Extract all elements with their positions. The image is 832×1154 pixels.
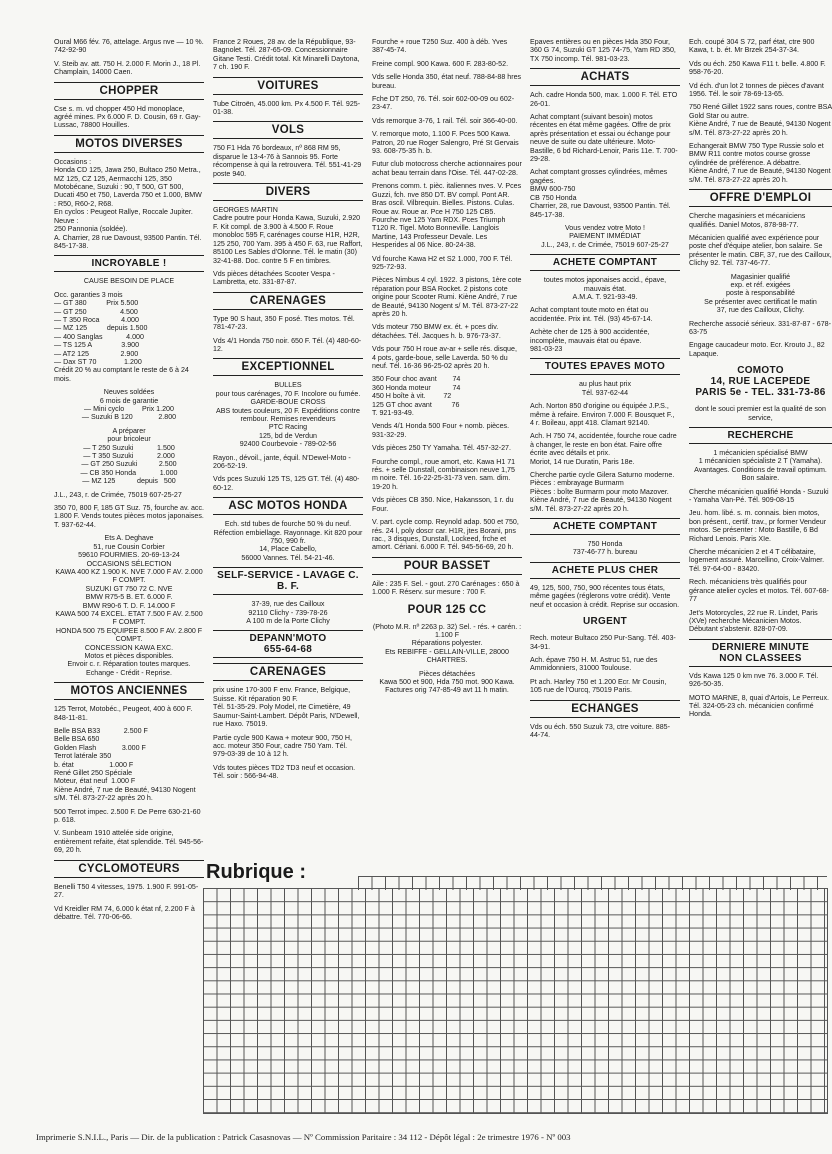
section-heading: OFFRE D'EMPLOI — [689, 189, 832, 207]
classified-ad: France 2 Roues, 28 av. de la République, 93-Bagnolet. Tél. 287-65-09. Concessionnaire Gitane Testi. Crédit total. Kit Minarelli Daytona, 7 ch. 190 F. — [213, 38, 362, 72]
classified-ad: Cherche mécanicien 2 et 4 T célibataire, logement assuré. Marcellino, Croix-Valmer. Tél. 97-64-00 - 83420. — [689, 548, 826, 573]
classified-ad: Ech. coupé 304 S 72, parf état, ctre 900 Kawa, t. b. ét. Mr Brzek 254-37-34. — [689, 38, 817, 55]
classified-ad: Benelli T50 4 vitesses, 1975. 1.900 F. 991-05-27. — [54, 882, 199, 900]
classified-ad: J.L., 243, r. de Crimée, 75019 607-25-27 — [54, 490, 182, 499]
classified-ad: Vds selle Honda 350, état neuf. 788-84-88 hres bureau. — [372, 73, 524, 90]
classified-ad: Vds toutes pièces TD2 TD3 neuf et occasion. Tél. soir : 566-94-48. — [213, 763, 356, 781]
section-heading: CYCLOMOTEURS — [54, 860, 204, 878]
classified-ad: 49, 125, 500, 750, 900 récentes tous états, même gagées (réglerons votre crédit). Vente neuf et occasion à crédit. Reprise sur occasion. — [530, 583, 680, 609]
section-heading: DERNIERE MINUTE NON CLASSEES — [689, 639, 832, 667]
column-2 — [213, 38, 363, 786]
classified-ad: Belle BSA B33 2.500 F Belle BSA 650 Golden Flash 3.000 F Terrot latérale 350 b. état 1.000 F René Gillet 250 Spéciale Moteur, état neuf 1.000 F Kiène André, 7 rue de Beauté, 94130 Nogent s/M. Tél. 873-27-22 après 20 h. — [54, 727, 196, 803]
classified-ad: Type 90 S haut, 350 F posé. Ttes motos. Tél. 781-47-23. — [213, 314, 357, 332]
rubrique-grid — [203, 888, 828, 1114]
classified-ad: Neuves soldées 6 mois de garantie — Mini cyclo Prix 1.200 — Suzuki B 120 2.800 — [81, 388, 177, 422]
classified-ad: Vds Kawa 125 0 km nve 76. 3.000 F. Tél. 926-50-35. — [689, 671, 821, 689]
classified-ad: Oural M66 fév. 76, attelage. Argus nve — 10 %. 742-92-90 — [54, 38, 206, 55]
classified-ad: V. Sunbeam 1910 attelée side origine, entièrement refaite, état splendide. Tél. 945-56-69, 20 h. — [54, 829, 204, 855]
rubrique-title: Rubrique : — [206, 861, 306, 883]
classified-ad: Ach. cadre Honda 500, max. 1.000 F. Tél. ETO 26-01. — [530, 91, 680, 108]
classified-ad: Vd Kreidler RM 74, 6.000 k état nf, 2.200 F à débattre. Tél. 770-06-66. — [54, 904, 197, 921]
classified-ad: 750 F1 Hda 76 bordeaux, nº 868 RM 95, disparue le 13-4-76 à Sannois 95. Forte récompense à qui la retrouvera. Tél. 551-41-29 poste 940. — [213, 144, 364, 178]
section-heading: ACHETE PLUS CHER — [530, 562, 680, 579]
classified-ad: Partie cycle 900 Kawa + moteur 900, 750 H, acc. moteur 350 Four, cadre 750 Yam. Tél. 979-03-39 de 10 à 12 h. — [213, 733, 354, 759]
classified-ad: Prenons comm. t. pièc. italiennes nves. V. Pces Guzzi, fch. nve 850 DT. BV compl. Pont AR. Bras oscil. Vilbrequin. Bielles. Pistons. Culas. Roue av. Roue ar. Pce H 750 125 CB5. Fourche nve 125 Yam RDX. Pces Triumph T120 R. Tigel. Moto Bonneville. Langlois Martine, 143 Professeur Devale. Les Hesperides al 06 Nice. 80-24-38. — [372, 182, 524, 250]
section-heading: DEPANN'MOTO 655-64-68 — [213, 630, 363, 658]
section-heading: POUR 125 CC — [407, 603, 487, 616]
column-3 — [372, 38, 522, 700]
classified-ad: Magasinier qualifié exp. et réf. exigées poste à responsabilité Se présenter avec certificat le matin 37, rue des Cailloux, Clichy. — [704, 272, 817, 315]
classified-ad: Ach. épave 750 H. M. Astruc 51, rue des Ammidonniers, 31000 Toulouse. — [530, 655, 659, 673]
classified-ad: 1 mécanicien spécialisé BMW 1 mécanicien spécialiste 2 T (Yamaha). Avantages. Conditions de travail optimum. Bon salaire. — [694, 449, 827, 483]
classified-ad: Fche DT 250, 76. Tél. soir 602-00-09 ou 602-23-47. — [372, 95, 515, 112]
classified-ad: Ach. Norton 850 d'origine ou équipée J.P.S., même à refaire. Environ 7.000 F. Bousquet F., 4 r. Boileau, appt 418. Clamart 92140. — [530, 402, 677, 427]
classified-ad: Freine compl. 900 Kawa. 600 F. 283-80-52. — [372, 59, 509, 68]
classified-ad: Achat comptant toute moto en état ou accidentée. Prix int. Tél. (93) 45-67-14. — [530, 306, 653, 323]
classified-ad: BULLES pour tous carénages, 70 F. Incolore ou fumée. GARDE-BOUE CROSS ABS toutes couleurs, 20 F. Expéditions contre rembour. Remises revendeurs PTC Racing 125, bd de Verdun 92400 Courbevoie - 789-02-56 — [215, 381, 361, 449]
classified-ad: Vd éch. d'un lot 2 tonnes de pièces d'avant 1956. Tél. le soir 78-69-13-65. — [689, 81, 826, 99]
section-heading: SELF-SERVICE - LAVAGE C. B. F. — [213, 567, 363, 595]
classified-ad: Jet's Motorcycles, 22 rue R. Lindet, Paris (XVe) recherche Mécanicien Motos. Débutant s'abstenir. 828-07-09. — [689, 608, 820, 634]
classified-ad: Achat comptant (suivant besoin) motos récentes en état même gagées. Offre de prix après présentation et essai ou échange pour neuve de suite ou date ultérieure. Moto-Bastille, 6 bd Richard-Lenoir, Paris 11e. T. 700-29-28. — [530, 113, 678, 164]
classified-ad: Pièces détachées Kawa 500 et 900, Hda 750 mot. 900 Kawa. Factures orig 747-85-49 avt 11 h matin. — [379, 669, 515, 695]
classified-ad: Fourche + roue T250 Suz. 400 à déb. Yves 387-45-74. — [372, 38, 510, 55]
classified-ad: Vds 4/1 Honda 750 noir. 650 F. Tél. (4) 480-60-12. — [213, 336, 362, 353]
classified-ad: Occasions : Honda CD 125, Jawa 250, Bultaco 250 Metra., MZ 125, CZ 125, Aermacchi 125, 350 Motobécane, Suzuki : 90, T 500, GT 500, Ducati 450 et 750, Laverda 750 et 1.000, BMW : R50, R60-2, R68. En cyclos : Peugeot Rallye, Roccale Jupiter. Neuve : 250 Pannonia (soldée). A. Charrier, 28 rue Davoust, 93500 Pantin. Tél. 845-17-38. — [54, 157, 202, 250]
classified-ad: Futur club motocross cherche actionnaires pour achat beau terrain dans l'Oise. Tél. 447-02-28. — [372, 160, 524, 177]
classified-ad: 750 René Gillet 1922 sans roues, contre BSA Gold Star ou autre. Kiène André, 7 rue de Beauté, 94130 Nogent s/M. Tél. 873-27-22 après 20 h. — [689, 103, 832, 137]
classified-ad: Cherche mécanicien qualifié Honda - Suzuki - Yamaha Van-Pé. Tél. 909-08-15 — [689, 487, 831, 505]
classified-ad: Mécanicien qualifié avec expérience pour poste chef d'équipe atelier, bon salaire. Se présenter le matin. CBF, 37, rue des Cailloux, Clichy 92. Tél. 737-46-77. — [689, 233, 832, 268]
classified-ad: Ach. H 750 74, accidentée, fourche roue cadre à changer, le reste en bon état. Faire offre écrite avec détails et prix. Moriot, 14 rue Duratin, Paris 18e. — [530, 432, 677, 466]
classified-ad: V. Steib av. att. 750 H. 2.000 F. Morin J., 18 Pl. Champlain, 14000 Caen. — [54, 59, 203, 77]
section-heading: ACHATS — [530, 68, 680, 86]
classified-ad: Vds moteur 750 BMW ex. ét. + pces div. détachées. Tél. Jacques h. b. 976-73-37. — [372, 323, 501, 340]
section-heading: RECHERCHE — [689, 427, 832, 444]
section-heading: ECHANGES — [530, 700, 680, 718]
classified-ad: 750 Honda 737-46-77 h. bureau — [572, 540, 638, 557]
classified-ad: Achète cher de 125 à 900 accidentée, incomplète, mauvais état ou épave. 981-03-23 — [530, 328, 650, 353]
column-1 — [54, 38, 204, 926]
section-heading: EXCEPTIONNEL — [213, 358, 363, 376]
section-heading: CARENAGES — [213, 663, 363, 681]
section-heading: MOTOS ANCIENNES — [54, 682, 204, 700]
classified-ad: Pt ach. Harley 750 et 1.200 Ecr. Mr Cousin, 105 rue de l'Ourcq, 75019 Paris. — [530, 677, 669, 695]
classified-ad: MOTO MARNE, 8, quai d'Artois, Le Perreux. Tél. 324-05-23 ch. mécanicien confirmé Honda. — [689, 693, 831, 719]
classified-ad: Vds ou éch. 250 Kawa F11 t. belle. 4.800 F. 958-76-20. — [689, 59, 828, 77]
classified-ad: Engage caucadeur moto. Ecr. Krouto J., 82 Lapaque. — [689, 341, 827, 358]
classified-ad: Vds ou éch. 550 Suzuk 73, ctre voiture. 885-44-74. — [530, 722, 670, 739]
classified-ad: Ets A. Deghave 51, rue Cousin Corbier 59610 FOURMIES. 20-69-13-24 OCCASIONS SÉLECTION KAWA 400 KZ 1.900 K. NVE 7.000 F AV. 2.000 F COMPT. SUZUKI GT 750 72 C. NVE BMW R75-5 B. ET. 6.000 F. BMW R90-6 T. D. F. 14.000 F KAWA 500 74 EXCEL. ETAT 7.500 F AV. 2.500 F COMPT. HONDA 500 75 EQUIPEE 8.500 F AV. 2.800 F COMPT. CONCESSION KAWA EXC. Motos et pièces disponibles. Envoir c. r. Réparation toutes marques. Echange - Crédit - Reprise. — [55, 534, 203, 677]
column-4 — [530, 38, 680, 744]
section-heading: INCROYABLE ! — [54, 255, 204, 272]
classified-ad: Cherche magasiniers et mécaniciens qualifiés. Daniel Motos, 878-98-77. — [689, 212, 808, 229]
section-heading: MOTOS DIVERSES — [54, 135, 204, 153]
section-heading: CHOPPER — [54, 82, 204, 100]
section-heading: ACHETE COMPTANT — [530, 518, 680, 535]
classified-ad: 500 Terrot impec. 2.500 F. De Perre 630-21-60 p. 618. — [54, 807, 203, 825]
classified-ad: Aile : 235 F. Sel. - gout. 270 Carénages : 650 à 1.000 F. Réserv. sur mesure : 700 F. — [372, 579, 522, 597]
classified-ad: Vds pces Suzuki 125 TS, 125 GT. Tél. (4) 480-60-12. — [213, 475, 360, 492]
classified-ad: Vous vendez votre Moto ! PAIEMENT IMMÉDIAT J.L., 243, r. de Crimée, 75019 607-25-27 — [541, 223, 669, 249]
classified-ad: au plus haut prix Tél. 937-62-44 — [578, 380, 632, 397]
classified-ad: Epaves entières ou en pièces Hda 350 Four, 360 G 74, Suzuki GT 125 74-75, Yam RD 350, TX 750 incomp. Tél. 981-03-23. — [530, 38, 678, 63]
classified-ad: Vd fourche Kawa H2 et S2 1.000, 700 F. Tél. 925-72-93. — [372, 254, 515, 271]
classified-ad: prix usine 170-300 F env. France, Belgique, Suisse. Kit réparation 90 F. Tél. 51-35-29. Poly Model, rte Cimetière, 49 Saumur-Saint-Lambert. Dépôt Paris, N'Dewell, rue Haxo. 75019. — [213, 686, 360, 729]
section-heading: URGENT — [582, 616, 628, 628]
classified-ad: Cherche partie cycle Gilera Saturno moderne. Pièces : embrayage Burmarm Pièces : boîte Burmarm pour moto Mazover. Kiène André, 7 rue de Beauté, 94130 Nogent s/M. Tél. 873-27-22 après 20 h. — [530, 471, 675, 513]
section-heading: VOLS — [213, 121, 363, 139]
classified-ad: Echangerait BMW 750 Type Russie solo et BMW R11 contre motos course grosse cylindrée de préférence. A débattre. Kiène André, 7 rue de Beauté, 94130 Nogent s/M. Tél. 873-27-22 après 20 h. — [689, 142, 831, 184]
rubrique-form — [203, 858, 827, 1113]
classified-ad: Rech. mécaniciens très qualifiés pour gérance atelier cycles et motos. Tél. 607-68-77 — [689, 578, 829, 604]
classified-ad: Rayon., dévoil., jante, équil. N'Dewel-Moto - 206-52-19. — [213, 453, 353, 470]
classified-ad: GEORGES MARTIN Cadre poutre pour Honda Kawa, Suzuki, 2.920 F. Kit compl. de 3.900 à 4.500 F. Roue monobloc 595 F, carénages course H1R, H2R, 125 250, 700 Yam. 395 à 450 F. 63, rue Raffort, 85100 Les Sables d'Olonne. Tél. le matin (30) 32-41-88. Doc. contre 5 F en timbres. — [213, 206, 363, 265]
classified-ad: 350 70, 800 F, 185 GT Suz. 75, fourche av. acc. 1.800 F. Vends toutes pièces motos japonaises. T. 937-62-44. — [54, 504, 206, 529]
section-heading: ASC MOTOS HONDA — [213, 497, 363, 515]
classified-ad: Vds pièces 250 TY Yamaha. Tél. 457-32-27. — [372, 444, 511, 453]
classified-ad: Vends 4/1 Honda 500 Four + nomb. pièces. 931-32-29. — [372, 422, 512, 439]
classified-ad: CAUSE BESOIN DE PLACE — [83, 277, 175, 286]
section-heading: POUR BASSET — [372, 557, 522, 575]
classified-ad: Fourche compl., roue amort, etc. Kawa H1 71 rés. + selle Dunstall, combinaison neuve 1,75 m noire. Tél. 16-22-25-31-73 ven. sam. dim. 19-20 h. — [372, 457, 518, 491]
classified-ad: Vds pour 750 H roue av-ar + selle rés. disque, 4 pots, garde-boue, selle Laverda. 50 % du neuf. Tél. 16-36 96-25-02 après 20 h. — [372, 345, 519, 370]
classified-ad: Achat comptant grosses cylindrées, mêmes gagées. BMW 600-750 CB 750 Honda Charrier, 28, rue Davoust, 93500 Pantin. Tél. 845-17-38. — [530, 168, 671, 219]
footer-imprint: Imprimerie S.N.I.L., Paris — Dir. de la publication : Patrick Casasnovas — Nº Commission Paritaire : 34 112 - Dépôt légal : 2e trimestre 1976 - Nº 003 — [36, 1132, 571, 1142]
section-heading: DIVERS — [213, 183, 363, 201]
classified-ad: dont le souci premier est la qualité de son service, — [695, 405, 828, 422]
section-heading: CARENAGES — [213, 292, 363, 310]
classified-ad: V. remorque moto, 1.100 F. Pces 500 Kawa. Patron, 20 rue Roger Salengro, Pré St Gervais 93. 608-75-35 h. b. — [372, 130, 521, 156]
section-heading: TOUTES EPAVES MOTO — [530, 358, 680, 375]
section-heading: COMOTO 14, RUE LACEPEDE PARIS 5e - TEL. 331-73-86 — [695, 365, 826, 399]
classified-ad: Rech. moteur Bultaco 250 Pur-Sang. Tél. 403-34-91. — [530, 634, 676, 651]
classified-ad: Tube Citroën, 45.000 km. Px 4.500 F. Tél. 925-01-38. — [213, 99, 361, 117]
classified-ad: Recherche associé sérieux. 331-87-87 - 678-63-75 — [689, 319, 831, 336]
column-5 — [689, 38, 832, 724]
classified-ad: (Photo M.R. nº 2263 p. 32) Sel. - rés. + carén. : 1.100 F Réparations polyester. Ets REBIFFE - GELLAIN-VILLE, 28000 CHARTRES. — [372, 622, 522, 665]
classified-ad: 350 Four choc avant 74 360 Honda moteur 74 450 H boîte à vit. 72 125 GT choc avant 76 T. 921-93-49. — [372, 375, 461, 418]
section-heading: VOITURES — [213, 77, 363, 95]
classified-ad: A préparer pour bricoleur — T 250 Suzuki 1.500 — T 350 Suzuki 2.000 — GT 250 Suzuki 2.500 — CB 350 Honda 1.000 — MZ 125 depuis 500 — [80, 426, 178, 486]
classified-ad: V. part. cycle comp. Reynold adap. 500 et 750, rés. 24 l, poly doscr car. H1R, jtes Borani, pns rac., 3 disques, Dunstall, Lockeed, frche et amort. Cériani. 6.000 F. Tél. 945-56-69, 20 h. — [372, 518, 521, 552]
classified-ad: Ech. std tubes de fourche 50 % du neuf. Réfection embiellage. Rayonnage. Kit 820 pour 750, 990 fr. 14, Place Cabello, 56000 Vannes. Tél. 54-21-46. — [213, 520, 363, 562]
section-heading: ACHETE COMPTANT — [530, 254, 680, 271]
classified-ad: Vds remorque 3-76, 1 rail. Tél. soir 366-40-00. — [372, 116, 518, 125]
classified-ad: Vds pièces détachées Scooter Vespa - Lambretta, etc. 331-87-87. — [213, 269, 337, 287]
classified-ad: Vds pièces CB 350. Nice, Hakansson, 1 r. du Four. — [372, 496, 516, 513]
classified-ad: 125 Terrot, Motobéc., Peugeot, 400 à 600 F. 848-11-81. — [54, 705, 195, 722]
classified-ad: Jeu. hom. libé. s. m. connais. bien motos, bon présent., certif. trav., pr former Vendeur motos. Se présenter : Moto Bastille, 6 Bd Richard Lenois. Paris XIe. — [689, 509, 829, 543]
classified-ad: toutes motos japonaises accid., épave, mauvais état. A.M.A. T. 921-93-49. — [543, 276, 667, 301]
classified-ad: Pièces Nimbus 4 cyl. 1922. 3 pistons, 1ère cote réparation pour BSA Rocket. 2 pistons cote origine pour Scooter Rumi. Kiène André, 7 rue de Beauté, 94130 Nogent s/ M. Tél. 873-27-22 après 20 h. — [372, 276, 524, 318]
classified-ad: Cse s. m. vd chopper 450 Hd monoplace, agréé mines. Px 6.000 F. D. Cousin, 69 r. Gay-Lussac, 78800 Houilles. — [54, 104, 201, 130]
classified-ad: Occ. garanties 3 mois — GT 380 Prix 5.500 — GT 250 4.500 — T 350 Roca 4.000 — MZ 125 depuis 1.500 — 400 Sanglas 4.000 — TS 125 A 3.900 — AT2 125 2.900 — Dax ST 70 1.200 Crédit 20 % au comptant le reste de 6 à 24 mois. — [54, 290, 189, 383]
classified-ad: 37-39, rue des Cailloux 92110 Clichy - 739-78-26 A 100 m de la Porte Clichy — [246, 600, 330, 626]
